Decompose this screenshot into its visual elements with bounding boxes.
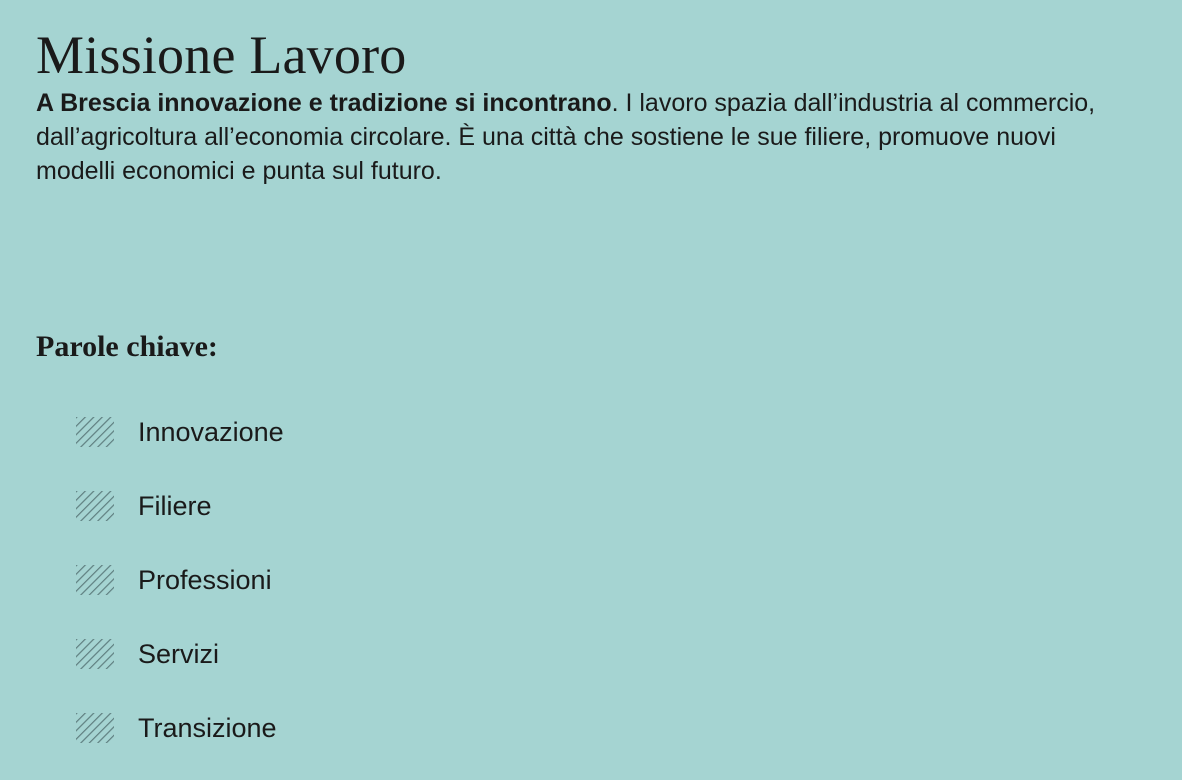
- list-item: [36, 691, 284, 765]
- lead-rest-text: . I lavoro spazia dall’industria al commercio, dall’agricoltura all’economia circolare. È una città che sostiene le sue filiere, promuove nuovi modelli economici e punta sul futuro.: [36, 89, 1096, 186]
- keyword-label: Servizi: [138, 638, 220, 669]
- keyword-label: Innovazione: [138, 416, 284, 447]
- keyword-label: Transizione: [138, 712, 277, 743]
- keyword-label: Filiere: [138, 490, 212, 521]
- list-item: [36, 395, 284, 469]
- keyword-list: [36, 395, 284, 765]
- hatched-square-icon: [76, 565, 114, 595]
- list-item: [36, 469, 284, 543]
- list-item: [36, 617, 284, 691]
- hatched-square-icon: [76, 491, 114, 521]
- keyword-label: Professioni: [138, 564, 272, 595]
- keywords-heading: Parole chiave:: [36, 330, 218, 363]
- hatched-square-icon: [76, 713, 114, 743]
- lead-strong-text: A Brescia innovazione e tradizione si incontrano: [36, 89, 612, 118]
- page-title: Missione Lavoro: [36, 25, 407, 85]
- lead-paragraph: [36, 86, 1142, 188]
- hatched-square-icon: [76, 639, 114, 669]
- list-item: [36, 543, 284, 617]
- hatched-square-icon: [76, 417, 114, 447]
